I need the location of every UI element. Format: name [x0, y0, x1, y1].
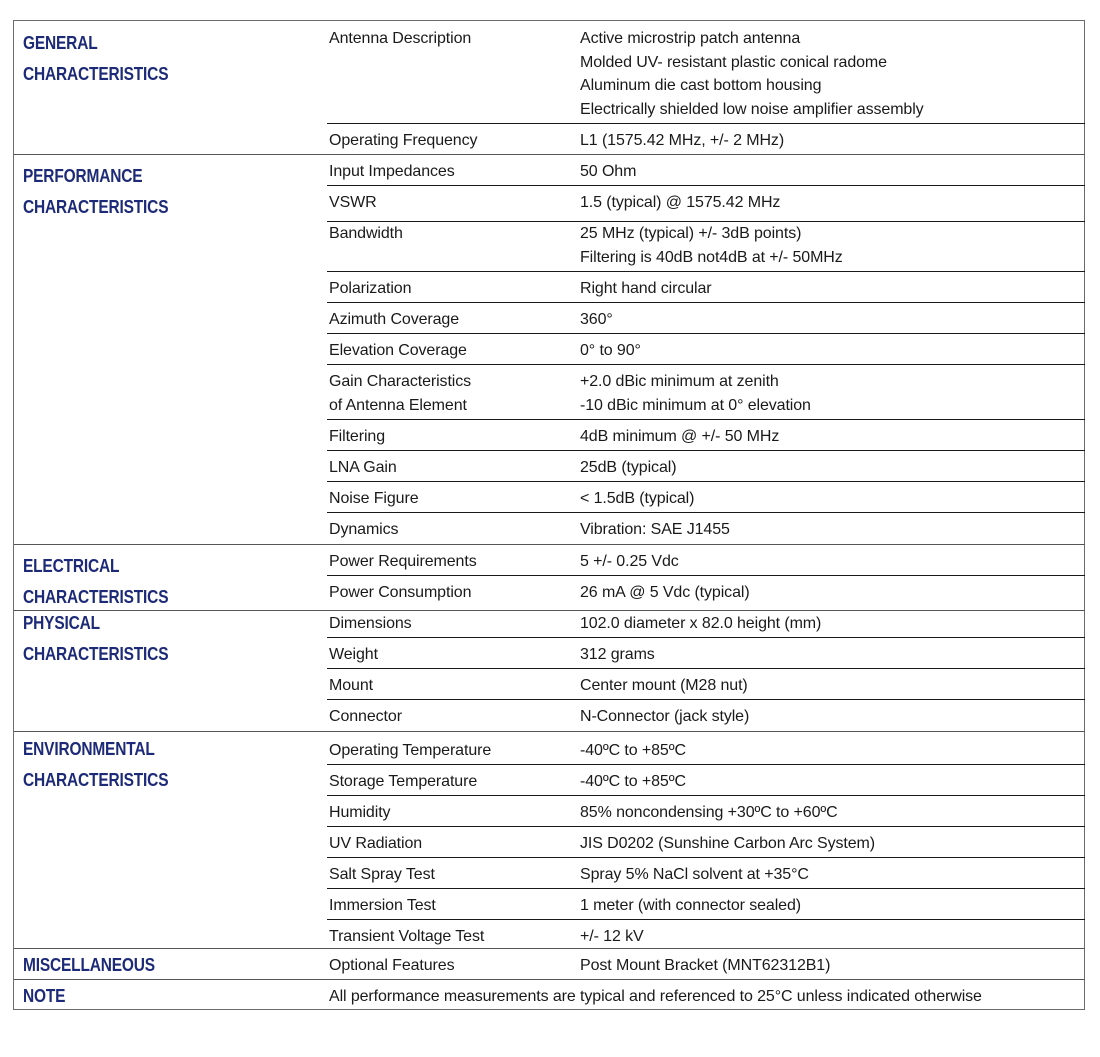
param-label: Operating Frequency — [329, 132, 478, 149]
section-electrical — [14, 544, 1084, 610]
param-label: Dimensions — [329, 615, 412, 632]
param-label: Noise Figure — [329, 490, 419, 507]
spec-row — [327, 606, 1085, 637]
param-value: < 1.5dB (typical) — [580, 490, 695, 507]
param-label: Mount — [329, 677, 373, 694]
param-label: Polarization — [329, 280, 412, 297]
section-title: PERFORMANCE CHARACTERISTICS — [23, 166, 169, 217]
spec-row — [327, 512, 1085, 544]
section-miscellaneous — [14, 948, 1084, 979]
param-value: -40ºC to +85ºC — [580, 773, 686, 790]
section-environmental — [14, 731, 1084, 948]
param-label: LNA Gain — [329, 459, 397, 476]
param-label: Bandwidth — [329, 225, 403, 242]
param-value: 25 MHz (typical) +/- 3dB points) Filtering is 40dB not4dB at +/- 50MHz — [580, 225, 843, 266]
spec-row — [327, 333, 1085, 364]
spec-row — [327, 575, 1085, 610]
param-value: 312 grams — [580, 646, 655, 663]
param-value: 4dB minimum @ +/- 50 MHz — [580, 428, 780, 445]
spec-row — [327, 123, 1085, 154]
param-value: Post Mount Bracket (MNT62312B1) — [580, 957, 831, 974]
param-label: Filtering — [329, 428, 386, 445]
spec-row — [327, 888, 1085, 919]
param-label: Dynamics — [329, 521, 399, 538]
section-title: MISCELLANEOUS — [23, 955, 155, 975]
spec-row — [327, 919, 1085, 948]
spec-table — [13, 20, 1085, 1010]
param-value: 360° — [580, 311, 613, 328]
param-value: 50 Ohm — [580, 163, 637, 180]
param-value: Spray 5% NaCl solvent at +35°C — [580, 866, 809, 883]
spec-row — [327, 481, 1085, 512]
param-label: Power Requirements — [329, 553, 477, 570]
spec-row — [327, 185, 1085, 216]
param-label: UV Radiation — [329, 835, 423, 852]
param-value: 1 meter (with connector sealed) — [580, 897, 802, 914]
spec-row — [327, 637, 1085, 668]
param-label: Immersion Test — [329, 897, 436, 914]
spec-row — [327, 948, 1085, 979]
section-physical — [14, 610, 1084, 731]
section-title: NOTE — [23, 986, 66, 1006]
spec-row — [327, 699, 1085, 731]
param-value: Vibration: SAE J1455 — [580, 521, 730, 538]
spec-row — [327, 216, 1085, 271]
spec-row — [327, 733, 1085, 764]
spec-row — [327, 668, 1085, 699]
param-label: Input Impedances — [329, 163, 455, 180]
param-value: 85% noncondensing +30ºC to +60ºC — [580, 804, 838, 821]
param-value: 25dB (typical) — [580, 459, 677, 476]
section-general — [14, 21, 1084, 154]
spec-row — [327, 795, 1085, 826]
spec-row — [327, 450, 1085, 481]
section-title: PHYSICAL CHARACTERISTICS — [23, 613, 169, 664]
spec-row — [327, 21, 1085, 123]
param-value: Center mount (M28 nut) — [580, 677, 748, 694]
param-value: -40ºC to +85ºC — [580, 742, 686, 759]
param-value: 1.5 (typical) @ 1575.42 MHz — [580, 194, 781, 211]
param-value: Active microstrip patch antenna Molded UV- resistant plastic conical radome Aluminum die cast bottom housing Electrically shielded low noise amplifier assembly — [580, 30, 924, 118]
param-label: Humidity — [329, 804, 391, 821]
spec-row — [327, 826, 1085, 857]
param-label: Gain Characteristics of Antenna Element — [329, 373, 472, 414]
param-value: +/- 12 kV — [580, 928, 644, 945]
spec-row — [327, 544, 1085, 575]
param-value: 26 mA @ 5 Vdc (typical) — [580, 584, 750, 601]
spec-row — [327, 857, 1085, 888]
spec-row — [327, 419, 1085, 450]
section-title: GENERAL CHARACTERISTICS — [23, 33, 169, 84]
spec-row — [327, 154, 1085, 185]
spec-row — [327, 364, 1085, 419]
param-label: Operating Temperature — [329, 742, 492, 759]
section-performance — [14, 154, 1084, 544]
param-value: 0° to 90° — [580, 342, 641, 359]
param-label: Weight — [329, 646, 378, 663]
param-label: Elevation Coverage — [329, 342, 467, 359]
spec-row — [327, 302, 1085, 333]
param-label: Azimuth Coverage — [329, 311, 460, 328]
param-label: VSWR — [329, 194, 377, 211]
param-value: 102.0 diameter x 82.0 height (mm) — [580, 615, 822, 632]
param-label: Power Consumption — [329, 584, 472, 601]
param-label: Antenna Description — [329, 30, 472, 47]
param-label: Salt Spray Test — [329, 866, 435, 883]
section-title: ENVIRONMENTAL CHARACTERISTICS — [23, 739, 169, 790]
spec-row — [327, 979, 1085, 1010]
note-text: All performance measurements are typical and referenced to 25°C unless indicated otherwise — [329, 988, 982, 1005]
param-value: +2.0 dBic minimum at zenith -10 dBic minimum at 0° elevation — [580, 373, 811, 414]
param-value: L1 (1575.42 MHz, +/- 2 MHz) — [580, 132, 785, 149]
spec-row — [327, 764, 1085, 795]
spec-row — [327, 271, 1085, 302]
section-note — [14, 979, 1084, 1010]
param-value: 5 +/- 0.25 Vdc — [580, 553, 679, 570]
section-title: ELECTRICAL CHARACTERISTICS — [23, 556, 169, 607]
param-label: Transient Voltage Test — [329, 928, 485, 945]
param-value: Right hand circular — [580, 280, 712, 297]
param-label: Storage Temperature — [329, 773, 478, 790]
param-value: N-Connector (jack style) — [580, 708, 750, 725]
param-label: Connector — [329, 708, 402, 725]
param-label: Optional Features — [329, 957, 455, 974]
param-value: JIS D0202 (Sunshine Carbon Arc System) — [580, 835, 876, 852]
